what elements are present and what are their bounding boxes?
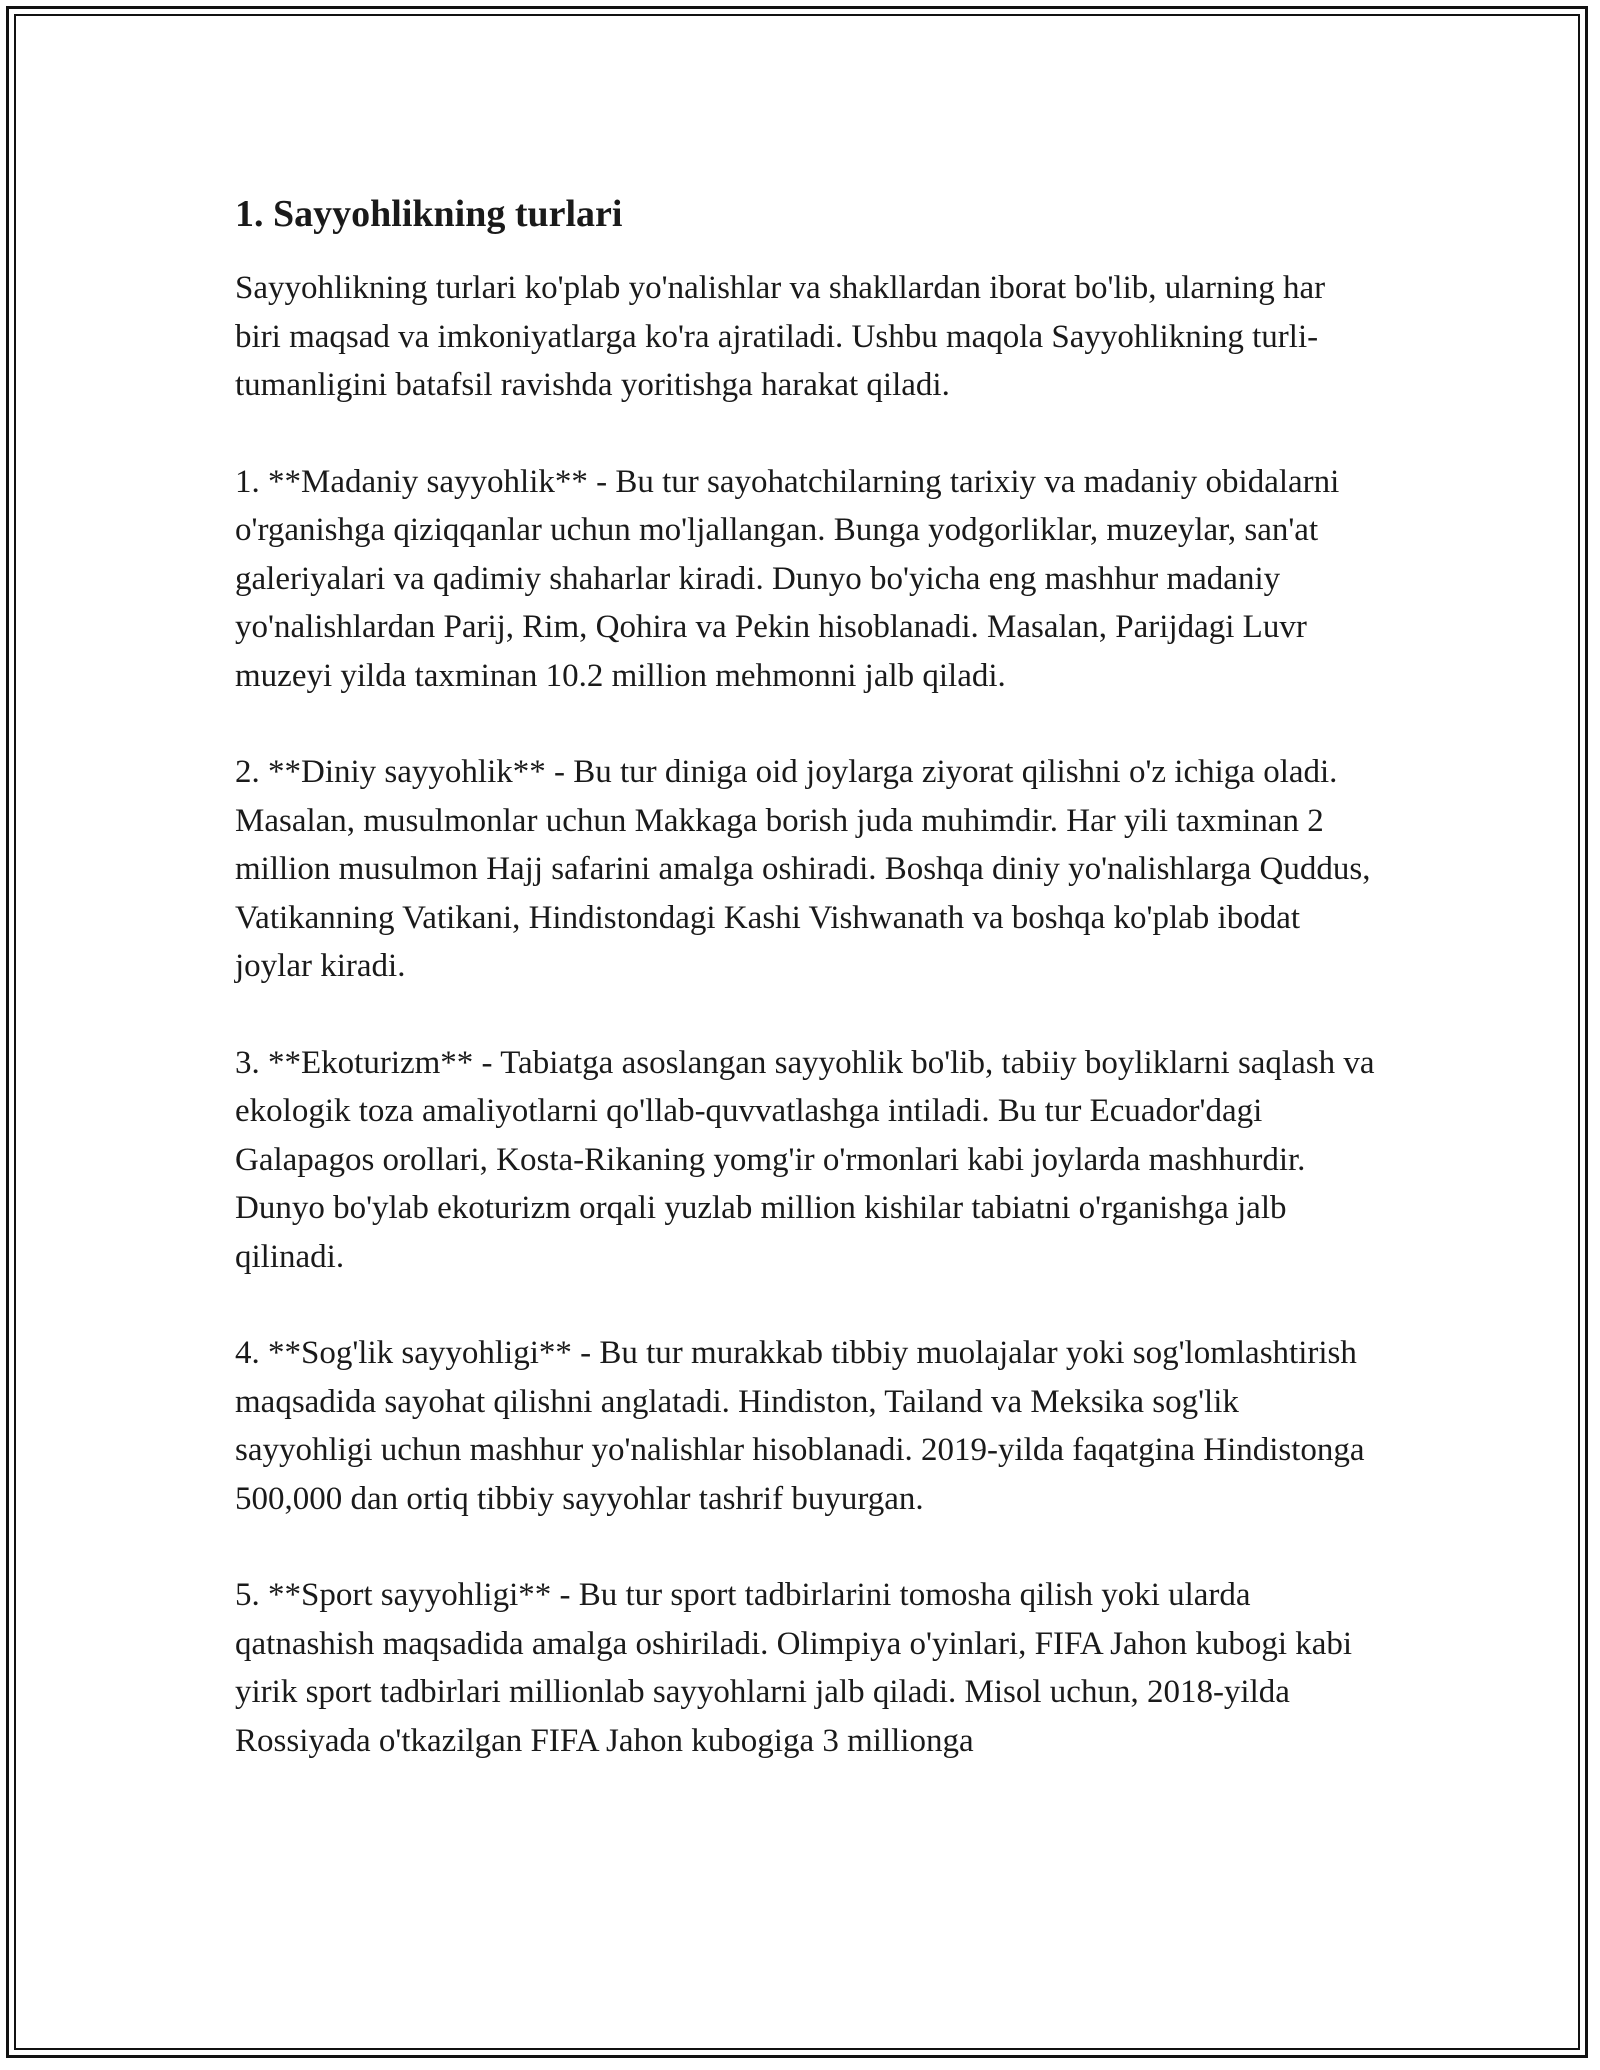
paragraph-health-tourism: 4. **Sog'lik sayyohligi** - Bu tur murakkab tibbiy muolajalar yoki sog'lomlashtirish maqsadida sayohat qilishni anglatadi. Hindiston, Tailand va Meksika sog'lik sayyohligi uchun mashhur yo'nalishlar hisoblanadi. 2019-yilda faqatgina Hindistonga 500,000 dan ortiq tibbiy sayyohlar tashrif buyurgan. [235, 1335, 1365, 1517]
paragraph-religious-tourism: 2. **Diniy sayyohlik** - Bu tur diniga oid joylarga ziyorat qilishni o'z ichiga oladi. Masalan, musulmonlar uchun Makkaga borish juda muhimdir. Har yili taxminan 2 million musulmon Hajj safarini amalga oshiradi. Boshqa diniy yo'nalishlarga Quddus, Vatikanning Vatikani, Hindistondagi Kashi Vishwanath va boshqa ko'plab ibodat joylar kiradi. [235, 754, 1371, 984]
paragraph-ecotourism: 3. **Ekoturizm** - Tabiatga asoslangan sayyohlik bo'lib, tabiiy boyliklarni saqlash va ekologik toza amaliyotlarni qo'llab-quvvatlashga intiladi. Bu tur Ecuador'dagi Galapagos orollari, Kosta-Rikaning yomg'ir o'rmonlari kabi joylarda mashhurdir. Dunyo bo'ylab ekoturizm orqali yuzlab million kishilar tabiatni o'rganishga jalb qilinadi. [235, 1044, 1375, 1275]
section-heading: 1. Sayyohlikning turlari [235, 193, 623, 235]
intro-paragraph: Sayyohlikning turlari ko'plab yo'nalishlar va shakllardan iborat bo'lib, ularning har biri maqsad va imkoniyatlarga ko'ra ajratiladi. Ushbu maqola Sayyohlikning turli-tumanligini batafsil ravishda yoritishga harakat qiladi. [235, 270, 1326, 403]
paragraph-sport-tourism: 5. **Sport sayyohligi** - Bu tur sport tadbirlarini tomosha qilish yoki ularda qatnashish maqsadida amalga oshiriladi. Olimpiya o'yinlari, FIFA Jahon kubogi kabi yirik sport tadbirlari millionlab sayyohlarni jalb qiladi. Misol uchun, 2018-yilda Rossiyada o'tkazilgan FIFA Jahon kubogiga 3 millionga [235, 1577, 1353, 1759]
paragraph-cultural-tourism: 1. **Madaniy sayyohlik** - Bu tur sayohatchilarning tarixiy va madaniy obidalarni o'rganishga qiziqqanlar uchun mo'ljallangan. Bunga yodgorliklar, muzeylar, san'at galeriyalari va qadimiy shaharlar kiradi. Dunyo bo'yicha eng mashhur madaniy yo'nalishlardan Parij, Rim, Qohira va Pekin hisoblanadi. Masalan, Parijdagi Luvr muzeyi yilda taxminan 10.2 million mehmonni jalb qiladi. [235, 463, 1340, 694]
document-body [235, 188, 1375, 1813]
